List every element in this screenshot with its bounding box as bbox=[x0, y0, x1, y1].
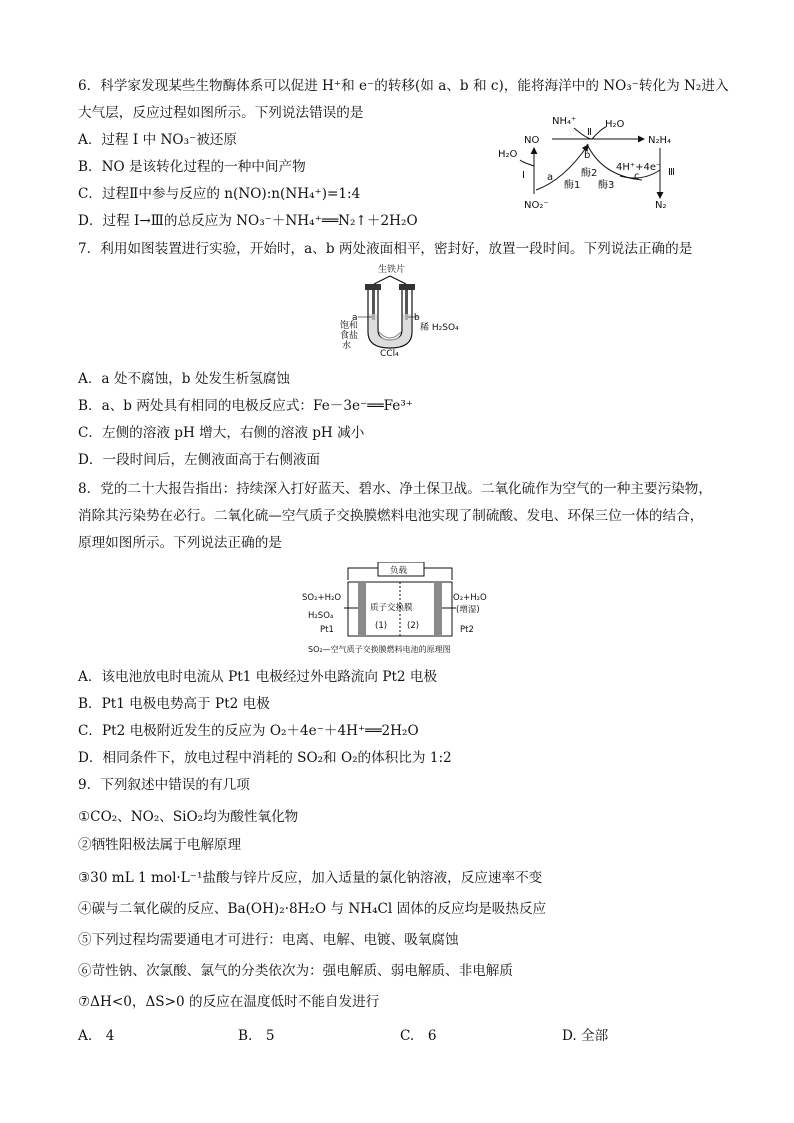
q8-fig-load: 负载 bbox=[390, 566, 408, 576]
q7-fig-sat2: 食盐 bbox=[340, 331, 359, 341]
q9-option-c: C. 6 bbox=[400, 1028, 437, 1044]
q9-option-b: B. 5 bbox=[238, 1028, 275, 1044]
q6-fig-nh4: NH₄⁺ bbox=[552, 116, 577, 127]
q6-fig-c: c bbox=[634, 171, 640, 182]
q6-fig-n2h4: N₂H₄ bbox=[648, 135, 672, 146]
q7-fig-sat3: 水 bbox=[342, 341, 352, 351]
q6-nitrogen-cycle-diagram bbox=[492, 110, 702, 214]
q6-option-a: A．过程 Ⅰ 中 NO₃⁻被还原 bbox=[78, 132, 237, 148]
q7-option-a: A．a 处不腐蚀，b 处发生析氢腐蚀 bbox=[78, 371, 290, 387]
q6-option-d: D．过程 Ⅰ→Ⅲ的总反应为 NO₃⁻＋NH₄⁺══N₂↑＋2H₂O bbox=[78, 213, 418, 229]
q7-u-tube-diagram bbox=[338, 262, 468, 358]
q6-option-c: C．过程Ⅱ中参与反应的 n(NO):n(NH₄⁺)=1:4 bbox=[78, 186, 361, 202]
q6-fig-a: a bbox=[547, 172, 554, 183]
q7-fig-b: b bbox=[414, 313, 420, 323]
q8-option-c: C．Pt2 电极附近发生的反应为 O₂＋4e⁻＋4H⁺══2H₂O bbox=[78, 723, 419, 739]
q7-fig-sat1: 饱和 bbox=[340, 321, 359, 331]
q8-fig-caption: SO₂—空气质子交换膜燃料电池的原理图 bbox=[308, 645, 451, 654]
q7-fig-ccl4: CCl₄ bbox=[380, 349, 399, 358]
q7-option-b: B．a、b 两处具有相同的电极反应式：Fe－3e⁻══Fe³⁺ bbox=[78, 398, 413, 414]
q6-fig-h-e: 4H⁺+4e⁻ bbox=[616, 162, 662, 173]
q8-option-d: D．相同条件下，放电过程中消耗的 SO₂和 O₂的体积比为 1:2 bbox=[78, 750, 452, 766]
q8-fig-humid: (增湿) bbox=[456, 605, 480, 615]
q9-option-a: A. 4 bbox=[78, 1028, 115, 1044]
q9-item-2: ②牺牲阳极法属于电解原理 bbox=[78, 837, 242, 853]
q9-item-3: ③30 mL 1 mol·L⁻¹盐酸与锌片反应，加入适量的氯化钠溶液，反应速率不变 bbox=[78, 870, 543, 886]
q6-fig-enzyme3: 酶3 bbox=[598, 180, 615, 191]
q8-fuel-cell-diagram bbox=[300, 562, 500, 658]
q6-fig-h2o-left: H₂O bbox=[498, 149, 518, 160]
q8-option-a: A．该电池放电时电流从 Pt1 电极经过外电路流向 Pt2 电极 bbox=[78, 669, 438, 685]
q9-item-5: ⑤下列过程均需要通电才可进行：电离、电解、电镀、吸氧腐蚀 bbox=[78, 932, 459, 948]
q9-stem: 9．下列叙述中错误的有几项 bbox=[78, 777, 250, 793]
q6-fig-enzyme1: 酶1 bbox=[564, 180, 581, 191]
q9-item-7: ⑦ΔH<0，ΔS>0 的反应在温度低时不能自发进行 bbox=[78, 994, 380, 1010]
q6-fig-h2o-top: H₂O bbox=[605, 119, 625, 130]
q7-fig-acid: 稀 H₂SO₄ bbox=[420, 323, 459, 333]
q7-option-d: D．一段时间后，左侧液面高于右侧液面 bbox=[78, 452, 320, 468]
q6-stem-line2: 大气层，反应过程如图所示。下列说法错误的是 bbox=[78, 105, 364, 121]
q9-item-4: ④碳与二氧化碳的反应、Ba(OH)₂·8H₂O 与 NH₄Cl 固体的反应均是吸热反应 bbox=[78, 901, 547, 917]
q8-fig-h2so4: H₂SO₄ bbox=[308, 611, 334, 621]
q6-stem-line1: 6．科学家发现某些生物酶体系可以促进 H⁺和 e⁻的转移(如 a、b 和 c)，能将海洋中的 NO₃⁻转化为 N₂进入 bbox=[78, 78, 729, 94]
q8-fig-so2: SO₂+H₂O bbox=[302, 593, 342, 603]
q6-fig-ii: Ⅱ bbox=[587, 127, 592, 138]
q8-fig-pt2: Pt2 bbox=[460, 625, 474, 635]
q9-item-1: ①CO₂、NO₂、SiO₂均为酸性氧化物 bbox=[78, 809, 299, 825]
q8-stem-line3: 原理如图所示。下列说法正确的是 bbox=[78, 535, 282, 551]
q9-item-6: ⑥苛性钠、次氯酸、氯气的分类依次为：强电解质、弱电解质、非电解质 bbox=[78, 963, 513, 979]
q7-fig-iron: 生铁片 bbox=[378, 265, 406, 275]
q6-fig-no: NO bbox=[524, 135, 540, 146]
q8-fig-pt1: Pt1 bbox=[320, 625, 334, 635]
q8-fig-p1: (1) bbox=[375, 621, 388, 631]
q8-stem-line1: 8．党的二十大报告指出：持续深入打好蓝天、碧水、净土保卫战。二氧化硫作为空气的一种主要污染物， bbox=[78, 481, 712, 497]
q6-fig-i: Ⅰ bbox=[522, 170, 525, 181]
q9-option-d: D. 全部 bbox=[562, 1028, 609, 1044]
q6-fig-iii: Ⅲ bbox=[668, 167, 675, 178]
q6-fig-enzyme2: 酶2 bbox=[581, 168, 598, 179]
q8-fig-o2: O₂+H₂O bbox=[453, 593, 487, 603]
q7-fig-a: a bbox=[352, 313, 358, 323]
q8-option-b: B．Pt1 电极电势高于 Pt2 电极 bbox=[78, 696, 270, 712]
q6-fig-b: b bbox=[584, 150, 591, 161]
q8-stem-line2: 消除其污染势在必行。二氧化硫—空气质子交换膜燃料电池实现了制硫酸、发电、环保三位一体的结合， bbox=[78, 508, 704, 524]
q7-option-c: C．左侧的溶液 pH 增大，右侧的溶液 pH 减小 bbox=[78, 425, 365, 441]
q6-fig-n2: N₂ bbox=[655, 200, 667, 211]
q6-fig-no2: NO₂⁻ bbox=[524, 200, 549, 211]
q6-option-b: B．NO 是该转化过程的一种中间产物 bbox=[78, 159, 306, 175]
q8-fig-membrane: 质子交换膜 bbox=[370, 603, 413, 613]
q8-fig-p2: (2) bbox=[407, 621, 420, 631]
q7-stem: 7．利用如图装置进行实验，开始时，a、b 两处液面相平，密封好，放置一段时间。下列说法正确的是 bbox=[78, 241, 693, 257]
